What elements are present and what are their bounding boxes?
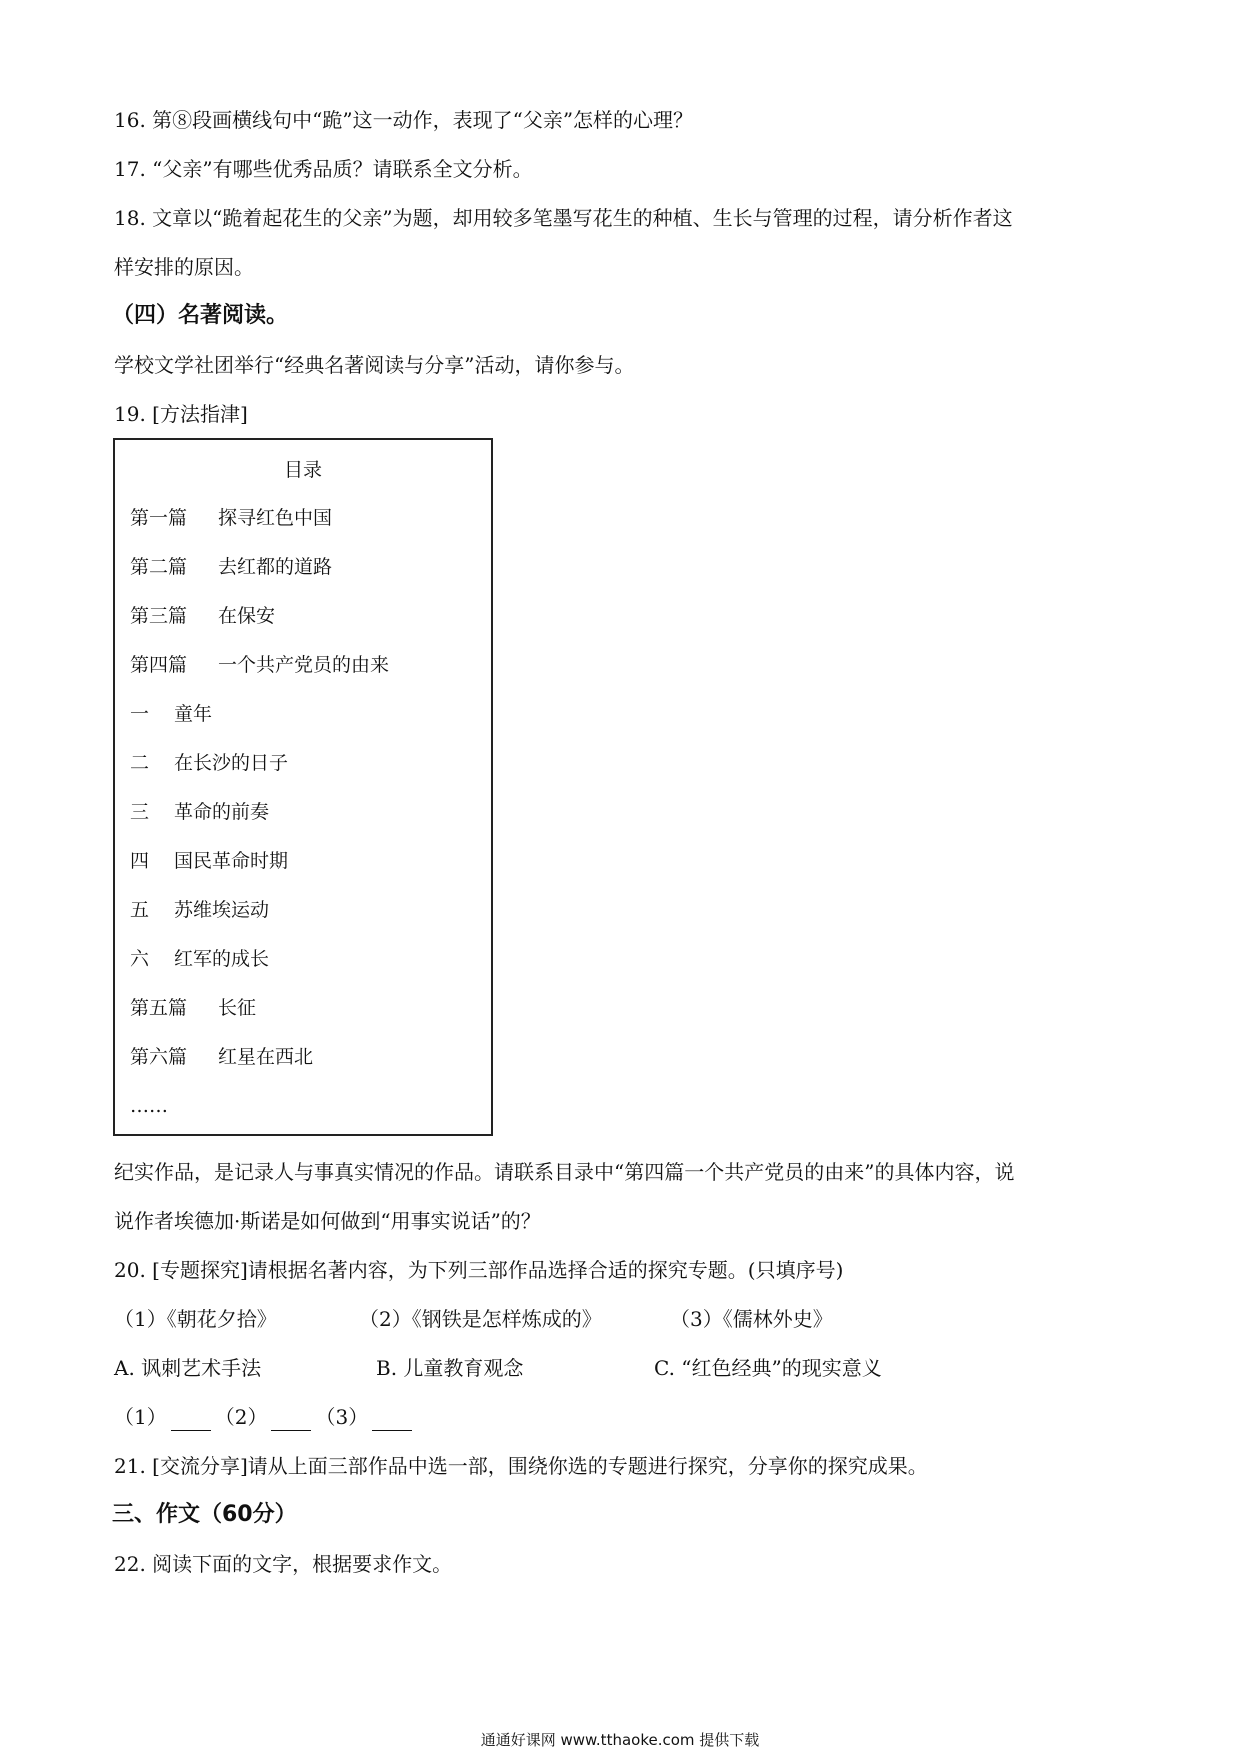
toc-chapter-5 (130, 896, 269, 924)
toc-part-number: 第四篇 (130, 654, 188, 676)
toc-chapter-6 (130, 945, 269, 973)
toc-part-title: 探寻红色中国 (218, 507, 333, 529)
toc-chapter-number: 五 (130, 899, 150, 921)
toc-part-3 (130, 602, 275, 630)
question-21: 21. [交流分享]请从上面三部作品中选一部，围绕你选的专题进行探究，分享你的探究成果。 (114, 1454, 928, 1478)
toc-part-title: 一个共产党员的由来 (218, 654, 390, 676)
toc-part-number: 第一篇 (130, 507, 188, 529)
toc-part-5 (130, 994, 256, 1022)
work-1: （1）《朝花夕拾》 (114, 1307, 277, 1331)
question-19-line-1: 纪实作品，是记录人与事真实情况的作品。请联系目录中“第四篇一个共产党员的由来”的具体内容，说 (114, 1160, 1015, 1184)
answer-blank-3[interactable] (372, 1412, 412, 1431)
question-19-line-2: 说作者埃德加·斯诺是如何做到“用事实说话”的？ (114, 1209, 541, 1233)
toc-part-1 (130, 504, 332, 532)
toc-ellipsis: …… (130, 1095, 168, 1117)
toc-chapter-number: 四 (130, 850, 150, 872)
toc-chapter-number: 二 (130, 752, 150, 774)
topic-b: B. 儿童教育观念 (376, 1356, 524, 1380)
toc-part-title: 去红都的道路 (218, 556, 333, 578)
section-3-heading: 三、作文（60分） (112, 1502, 297, 1527)
answer-label-3: （3） (315, 1405, 369, 1429)
toc-chapter-title: 苏维埃运动 (174, 899, 270, 921)
section-4-intro: 学校文学社团举行“经典名著阅读与分享”活动，请你参与。 (114, 353, 635, 377)
question-16: 16. 第⑧段画横线句中“跪”这一动作，表现了“父亲”怎样的心理？ (114, 108, 694, 132)
topic-c: C. “红色经典”的现实意义 (654, 1356, 882, 1380)
toc-part-number: 第五篇 (130, 997, 188, 1019)
toc-chapter-4 (130, 847, 288, 875)
section-4-heading: （四）名著阅读。 (112, 303, 289, 328)
topic-a: A. 讽刺艺术手法 (114, 1356, 262, 1380)
toc-chapter-title: 童年 (174, 703, 213, 725)
question-17: 17. “父亲”有哪些优秀品质？请联系全文分析。 (114, 157, 533, 181)
toc-chapter-1 (130, 700, 212, 728)
toc-part-title: 红星在西北 (218, 1046, 314, 1068)
toc-part-6 (130, 1043, 313, 1071)
toc-part-4 (130, 651, 389, 679)
toc-chapter-title: 在长沙的日子 (174, 752, 289, 774)
question-18-line-1: 18. 文章以“跪着起花生的父亲”为题，却用较多笔墨写花生的种植、生长与管理的过程，请分析作者这 (114, 206, 1013, 230)
work-3: （3）《儒林外史》 (670, 1307, 833, 1331)
page-footer: 通通好课网 www.tthaoke.com 提供下载 (480, 1731, 760, 1749)
table-of-contents-box (113, 438, 493, 1136)
answer-label-2: （2） (214, 1405, 268, 1429)
works-row (114, 1305, 1114, 1333)
toc-chapter-number: 三 (130, 801, 150, 823)
toc-part-number: 第六篇 (130, 1046, 188, 1068)
answer-blanks-row (114, 1403, 416, 1431)
topics-row (114, 1354, 1114, 1382)
toc-part-number: 第三篇 (130, 605, 188, 627)
answer-label-1: （1） (114, 1405, 167, 1429)
question-19-label: 19. [方法指津] (114, 402, 248, 426)
work-2: （2）《钢铁是怎样炼成的》 (359, 1307, 602, 1331)
toc-part-title: 长征 (218, 997, 257, 1019)
toc-chapter-title: 红军的成长 (174, 948, 270, 970)
question-20: 20. [专题探究]请根据名著内容，为下列三部作品选择合适的探究专题。(只填序号) (114, 1258, 844, 1282)
toc-chapter-number: 六 (130, 948, 150, 970)
toc-chapter-number: 一 (130, 703, 150, 725)
question-22: 22. 阅读下面的文字，根据要求作文。 (114, 1552, 453, 1576)
toc-title: 目录 (283, 459, 322, 481)
toc-part-title: 在保安 (218, 605, 276, 627)
toc-part-number: 第二篇 (130, 556, 188, 578)
toc-chapter-2 (130, 749, 288, 777)
toc-chapter-title: 国民革命时期 (174, 850, 289, 872)
toc-chapter-title: 革命的前奏 (174, 801, 270, 823)
toc-part-2 (130, 553, 332, 581)
question-18-line-2: 样安排的原因。 (114, 255, 254, 279)
answer-blank-1[interactable] (171, 1412, 211, 1431)
toc-chapter-3 (130, 798, 269, 826)
answer-blank-2[interactable] (271, 1412, 311, 1431)
